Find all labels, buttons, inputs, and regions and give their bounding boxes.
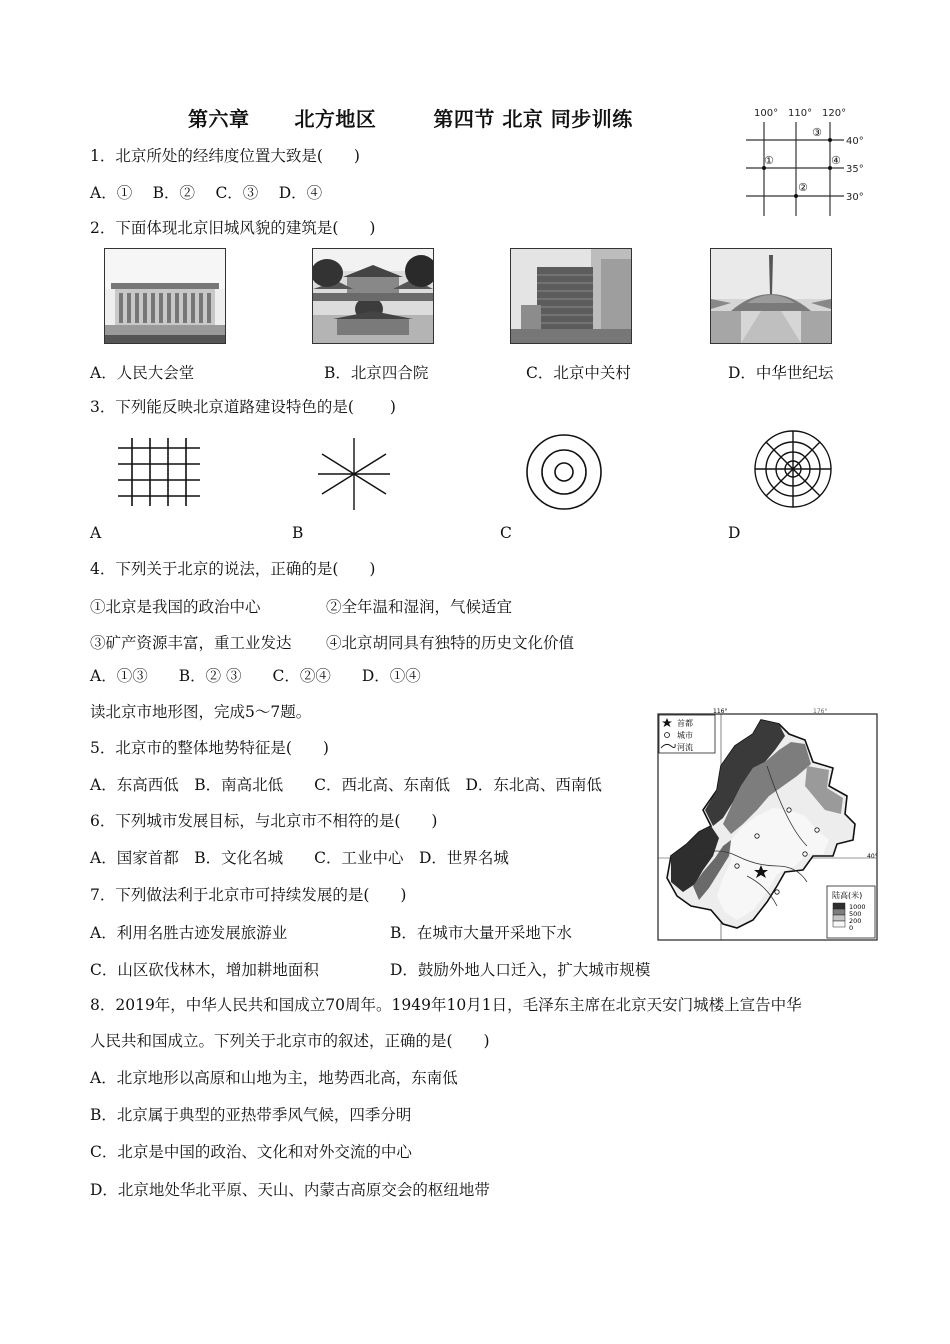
- legend-city: 城市: [677, 731, 693, 740]
- beijing-topographic-map: [657, 706, 879, 942]
- city-circle-icon: [665, 733, 670, 738]
- q5-stem: 5．北京市的整体地势特征是( ): [90, 739, 329, 757]
- elev-500: 500: [849, 910, 862, 918]
- title-section: 第四节 北京 同步训练: [433, 107, 633, 131]
- q3-stem: 3．下列能反映北京道路建设特色的是( ): [90, 398, 396, 416]
- q7-option-b: B．在城市大量开采地下水: [390, 924, 572, 942]
- elevation-legend-title: 陆高(米): [832, 891, 863, 900]
- q4-statement-1: ①北京是我国的政治中心: [90, 598, 261, 616]
- point-1: ①: [764, 154, 774, 167]
- legend-river: 河流: [677, 743, 693, 752]
- road-pattern-ring-radial: [752, 428, 834, 510]
- q2-option-a: A．人民大会堂: [90, 364, 195, 382]
- page-title: [188, 103, 633, 132]
- q3-label-d: D: [728, 524, 741, 542]
- q4-options: A．①③ B．② ③ C．②④ D．①④: [90, 667, 421, 685]
- lat-label-35: 35°: [846, 164, 864, 175]
- q8-option-a: A．北京地形以高原和山地为主，地势西北高，东南低: [90, 1069, 458, 1087]
- point-2: ②: [798, 181, 808, 194]
- q2-option-d: D．中华世纪坛: [728, 364, 834, 382]
- q6-options: A．国家首都 B．文化名城 C．工业中心 D．世界名城: [90, 849, 509, 867]
- q5-options: A．东高西低 B．南高北低 C．西北高、东南低 D．东北高、西南低: [90, 776, 602, 794]
- q2-option-b: B．北京四合院: [324, 364, 429, 382]
- photo-great-hall: [104, 248, 226, 344]
- q8-stem-line2: 人民共和国成立。下列关于北京市的叙述，正确的是( ): [90, 1032, 490, 1050]
- q1-options: A．① B．② C．③ D．④: [90, 184, 323, 202]
- title-region: 北方地区: [294, 107, 377, 131]
- intro-q5-7: 读北京市地形图，完成5～7题。: [90, 703, 312, 721]
- photo-millennium-monument: [710, 248, 832, 344]
- q2-option-c: C．北京中关村: [526, 364, 631, 382]
- lon-label-100: 100°: [754, 108, 779, 119]
- lat-label-30: 30°: [846, 192, 864, 203]
- map-lon-116: 116°: [713, 708, 728, 715]
- latlon-grid-figure: [738, 104, 878, 220]
- q1-stem: 1．北京所处的经纬度位置大致是( ): [90, 147, 360, 165]
- q4-stem: 4．下列关于北京的说法，正确的是( ): [90, 560, 376, 578]
- q7-option-d: D．鼓励外地人口迁入，扩大城市规模: [390, 961, 651, 979]
- lat-label-40: 40°: [846, 136, 864, 147]
- legend-capital: 首都: [677, 719, 693, 728]
- q3-label-b: B: [292, 524, 304, 542]
- q3-label-c: C: [500, 524, 512, 542]
- lon-label-120: 120°: [822, 108, 847, 119]
- q6-stem: 6．下列城市发展目标，与北京市不相符的是( ): [90, 812, 438, 830]
- elev-1000: 1000: [849, 903, 866, 911]
- q8-option-d: D．北京地处华北平原、天山、内蒙古高原交会的枢纽地带: [90, 1181, 490, 1199]
- q7-option-a: A．利用名胜古迹发展旅游业: [90, 924, 288, 942]
- map-lon-176: 176°: [813, 708, 828, 715]
- photo-zhongguancun: [510, 248, 632, 344]
- photo-siheyuan: [312, 248, 434, 344]
- q4-statement-4: ④北京胡同具有独特的历史文化价值: [326, 634, 575, 652]
- q8-option-c: C．北京是中国的政治、文化和对外交流的中心: [90, 1143, 412, 1161]
- q3-label-a: A: [90, 524, 102, 542]
- elev-0: 0: [849, 924, 854, 932]
- road-pattern-grid: [116, 436, 202, 508]
- point-3: ③: [812, 126, 822, 139]
- q4-statement-2: ②全年温和湿润，气候适宜: [326, 598, 513, 616]
- q2-stem: 2．下面体现北京旧城风貌的建筑是( ): [90, 219, 376, 237]
- title-chapter: 第六章: [188, 107, 250, 131]
- q4-statement-3: ③矿产资源丰富，重工业发达: [90, 634, 292, 652]
- point-4: ④: [831, 154, 841, 167]
- q8-stem-line1: 8．2019年，中华人民共和国成立70周年。1949年10月1日，毛泽东主席在北京天安门城楼上宣告中华: [90, 996, 802, 1014]
- q7-stem: 7．下列做法利于北京市可持续发展的是( ): [90, 886, 407, 904]
- elev-200: 200: [849, 917, 862, 925]
- lon-label-110: 110°: [788, 108, 813, 119]
- road-pattern-radial: [316, 436, 392, 512]
- map-lat-40: 40°: [867, 853, 878, 860]
- road-pattern-rings: [524, 432, 604, 512]
- q7-option-c: C．山区砍伐林木，增加耕地面积: [90, 961, 319, 979]
- q8-option-b: B．北京属于典型的亚热带季风气候，四季分明: [90, 1106, 412, 1124]
